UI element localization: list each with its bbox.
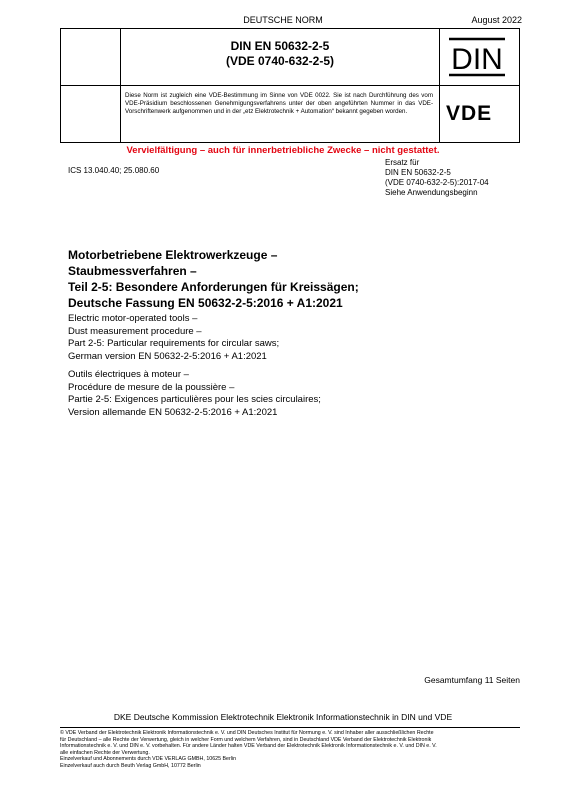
din-logo	[449, 37, 505, 77]
reproduction-notice: Vervielfältigung – auch für innerbetriebliche Zwecke – nicht gestattet.	[126, 145, 440, 156]
title-box	[60, 28, 520, 143]
title-english: Electric motor-operated tools – Dust measurement procedure – Part 2-5: Particular requirements for circular saws; German version EN 50632-2-5:2016 + A1:2021	[68, 313, 280, 362]
title-german: Motorbetriebene Elektrowerkzeuge – Staubmessverfahren – Teil 2-5: Besondere Anforderungen für Kreissägen; Deutsche Fassung EN 50632-2-5:2016 + A1:2021	[68, 248, 359, 310]
issue-date: August 2022	[471, 15, 522, 25]
dke-line: DKE Deutsche Kommission Elektrotechnik Elektronik Informationstechnik in DIN und VDE	[113, 712, 453, 722]
replacement-info: Ersatz für DIN EN 50632-2-5 (VDE 0740-632-2-5):2017-04 Siehe Anwendungsbeginn	[385, 158, 489, 197]
copyright-footer: © VDE Verband der Elektrotechnik Elektronik Informationstechnik e. V. und DIN Deutsches Institut für Normung e. V. sind Inhaber aller ausschließlichen Rechte für Deutschland – alle Rechte der Verwertung, gleich in welcher Form und welchem Verfahren, sind in Deutschland VDE Verband der Elektrotechnik Elektronik Informationstechnik e. V. und DIN e. V. vorbehalten. Für andere Länder halten VDE Verband der Elektrotechnik Elektronik Informationstechnik e. V. und DIN e. V. alle einfachen Rechte der Verwertung. Einzelverkauf und Abonnements durch VDE VERLAG GMBH, 10625 Berlin Einzelverkauf auch durch Beuth Verlag GmbH, 10772 Berlin	[60, 730, 437, 769]
standard-number	[120, 39, 440, 69]
title-french: Outils électriques à moteur – Procédure de mesure de la poussière – Partie 2-5: Exigences particulières pour les scies circulaires; Version allemande EN 50632-2-5:2016 + A1:2021	[68, 369, 321, 418]
standard-number-vde: (VDE 0740-632-2-5)	[225, 54, 335, 68]
vde-notice: Diese Norm ist zugleich eine VDE-Bestimmung im Sinne von VDE 0022. Sie ist nach Durchführung des vom VDE-Präsidium beschlossenen Genehmigungsverfahrens unter der oben angeführten Nummer in das VDE-Vorschriftenwerk aufgenommen und in der „etz Elektrotechnik + Automation“ bekannt gegeben worden.	[125, 92, 433, 116]
document-type-label: DEUTSCHE NORM	[243, 15, 323, 25]
vde-logo: VDE	[446, 102, 493, 125]
notice-row	[61, 85, 519, 142]
title-row	[61, 29, 519, 86]
footer-divider	[60, 727, 520, 728]
page-count: Gesamtumfang 11 Seiten	[424, 675, 520, 685]
standard-number-din: DIN EN 50632-2-5	[230, 39, 330, 53]
ics-codes: ICS 13.040.40; 25.080.60	[68, 166, 160, 175]
din-logo-text: DIN	[451, 43, 503, 76]
